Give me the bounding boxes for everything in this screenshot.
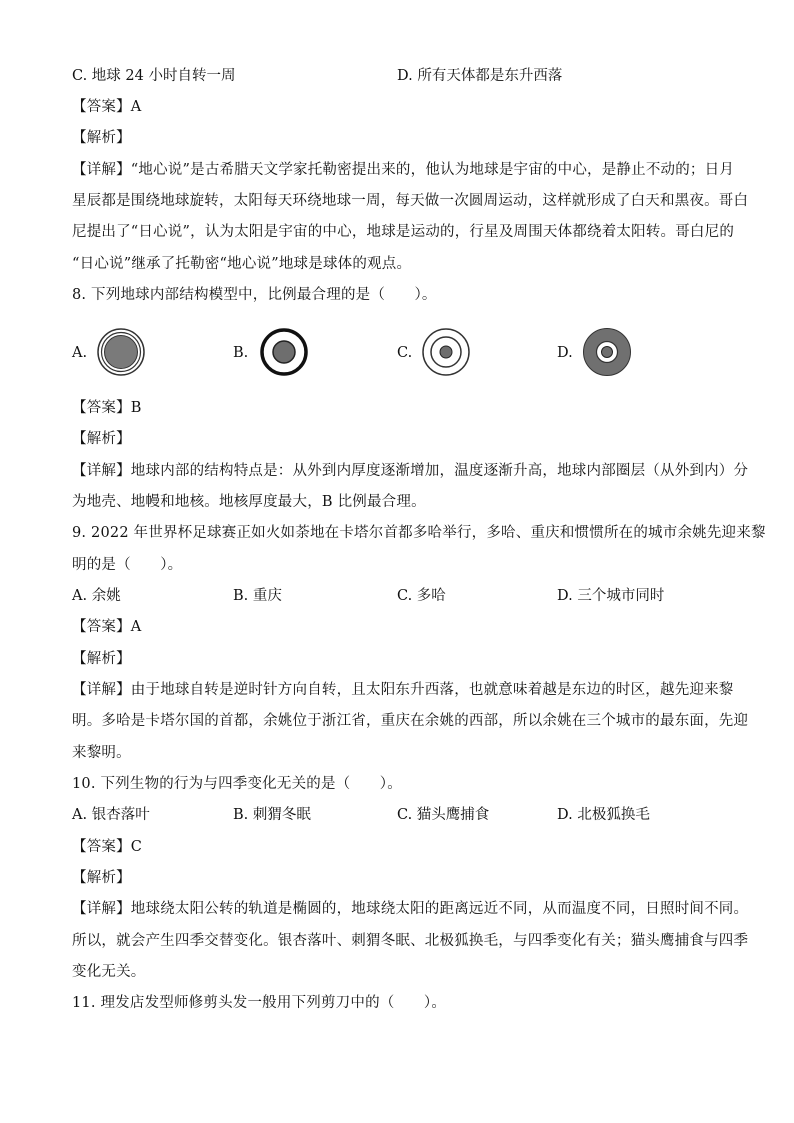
q10-option-c: C. 猫头鹰捕食 xyxy=(397,807,490,823)
q9-detail-line-2: 明。多哈是卡塔尔国的首都，余姚位于浙江省，重庆在余姚的西部，所以余姚在三个城市的最东面，先迎 xyxy=(72,713,749,729)
q8-model-b-figure xyxy=(259,327,309,377)
q10-analysis-heading: 【解析】 xyxy=(72,870,131,886)
q7-answer: 【答案】A xyxy=(72,99,142,115)
q8-model-d-figure xyxy=(582,327,632,377)
q8-detail-line-1: 【详解】地球内部的结构特点是：从外到内厚度逐渐增加，温度逐渐升高，地球内部圈层（从外到内）分 xyxy=(72,463,749,479)
q10-option-b: B. 刺猬冬眠 xyxy=(233,807,311,823)
q9-analysis-heading: 【解析】 xyxy=(72,651,131,667)
q10-stem: 10. 下列生物的行为与四季变化无关的是（ ）。 xyxy=(72,776,402,792)
q7-detail-line-3: 尼提出了“日心说”，认为太阳是宇宙的中心，地球是运动的，行星及周围天体都绕着太阳转。哥白尼的 xyxy=(72,224,735,240)
q8-detail-line-2: 为地壳、地幔和地核。地核厚度最大，B 比例最合理。 xyxy=(72,494,426,510)
q7-detail-line-4: “日心说”继承了托勒密“地心说”地球是球体的观点。 xyxy=(72,256,412,272)
q9-stem-line-1: 9. 2022 年世界杯足球赛正如火如荼地在卡塔尔首都多哈举行，多哈、重庆和惯惯所在的城市余姚先迎来黎 xyxy=(72,525,766,541)
q8-stem: 8. 下列地球内部结构模型中，比例最合理的是（ ）。 xyxy=(72,287,437,303)
q7-option-c: C. 地球 24 小时自转一周 xyxy=(72,68,236,84)
q9-detail-line-3: 来黎明。 xyxy=(72,745,131,761)
q8-answer: 【答案】B xyxy=(72,400,142,416)
q8-label-b: B. xyxy=(233,345,249,361)
q7-option-d: D. 所有天体都是东升西落 xyxy=(397,68,563,84)
q9-option-b: B. 重庆 xyxy=(233,588,282,604)
q7-detail-line-2: 星辰都是围绕地球旋转，太阳每天环绕地球一周，每天做一次圆周运动，这样就形成了白天和黑夜。哥白 xyxy=(72,193,749,209)
q10-option-a: A. 银杏落叶 xyxy=(72,807,150,823)
q10-detail-line-1: 【详解】地球绕太阳公转的轨道是椭圆的，地球绕太阳的距离远近不同，从而温度不同，日照时间不同。 xyxy=(72,901,749,917)
q8-label-d: D. xyxy=(557,345,573,361)
q7-analysis-heading: 【解析】 xyxy=(72,130,131,146)
q10-answer: 【答案】C xyxy=(72,839,143,855)
q9-option-a: A. 余姚 xyxy=(72,588,121,604)
q10-detail-line-2: 所以，就会产生四季交替变化。银杏落叶、刺猬冬眠、北极狐换毛，与四季变化有关；猫头鹰捕食与四季 xyxy=(72,933,749,949)
q10-option-d: D. 北极狐换毛 xyxy=(557,807,650,823)
q8-model-a-figure xyxy=(96,327,146,377)
q9-option-c: C. 多哈 xyxy=(397,588,446,604)
q9-stem-line-2: 明的是（ ）。 xyxy=(72,557,183,573)
q8-label-c: C. xyxy=(397,345,413,361)
q7-detail-line-1: 【详解】“地心说”是古希腊天文学家托勒密提出来的，他认为地球是宇宙的中心，是静止不动的；日月 xyxy=(72,162,735,178)
q8-label-a: A. xyxy=(72,345,88,361)
q11-stem: 11. 理发店发型师修剪头发一般用下列剪刀中的（ ）。 xyxy=(72,995,447,1011)
q9-answer: 【答案】A xyxy=(72,619,142,635)
q8-model-c-figure xyxy=(421,327,471,377)
q8-analysis-heading: 【解析】 xyxy=(72,431,131,447)
q9-option-d: D. 三个城市同时 xyxy=(557,588,665,604)
q9-detail-line-1: 【详解】由于地球自转是逆时针方向自转，且太阳东升西落，也就意味着越是东边的时区，越先迎来黎 xyxy=(72,682,734,698)
q10-detail-line-3: 变化无关。 xyxy=(72,964,146,980)
